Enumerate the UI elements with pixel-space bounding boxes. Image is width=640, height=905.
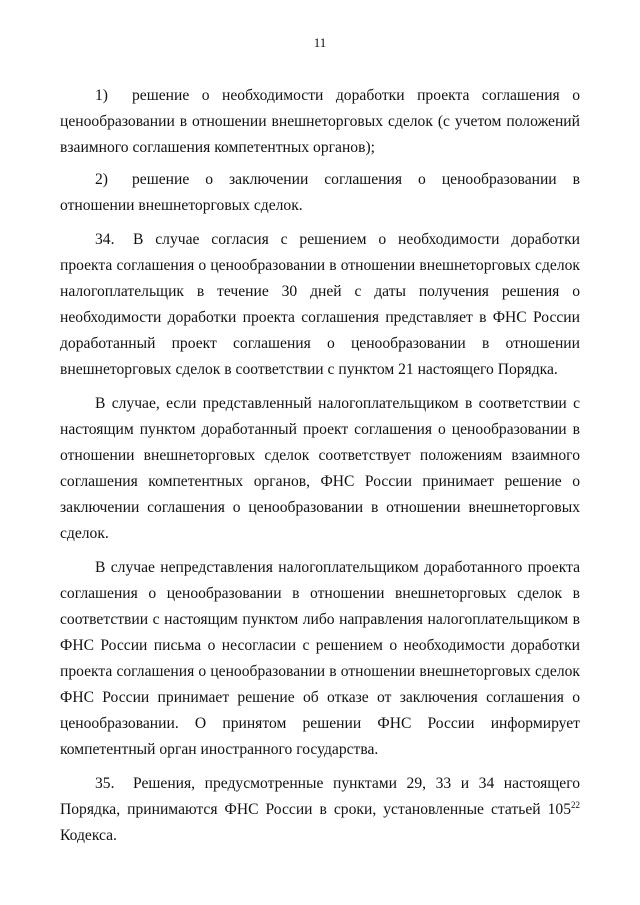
list-item-number: 1) bbox=[95, 87, 108, 104]
document-body bbox=[60, 83, 580, 849]
paragraph-number: 35. bbox=[95, 775, 115, 792]
list-item-1 bbox=[60, 83, 580, 161]
list-item-text: решение о заключении соглашения о ценообразовании в отношении внешнеторговых сделок. bbox=[60, 171, 580, 214]
paragraph-34-part-3: В случае непредставления налогоплательщиком доработанного проекта соглашения о ценообразовании в отношении внешнеторговых сделок в соответствии с настоящим пунктом либо направления налогоплательщиком в ФНС России письма о несогласии с решением о необходимости доработки проекта соглашения о ценообразовании в отношении внешнеторговых сделок ФНС России принимает решение об отказе от заключения соглашения о ценообразовании. О принятом решении ФНС России информирует компетентный орган иностранного государства. bbox=[60, 559, 580, 758]
paragraph-text: В случае согласия с решением о необходимости доработки проекта соглашения о ценообразовании в отношении внешнеторговых сделок налогоплательщик в течение 30 дней с даты получения решения о необходимости доработки проекта соглашения представляет в ФНС России доработанный проект соглашения о ценообразовании в отношении внешнеторговых сделок в соответствии с пунктом 21 настоящего Порядка. bbox=[60, 231, 580, 378]
paragraph-tail: Кодекса. bbox=[60, 827, 117, 844]
list-item-number: 2) bbox=[95, 171, 108, 188]
paragraph-35 bbox=[60, 771, 580, 849]
paragraph-number: 34. bbox=[95, 231, 115, 248]
paragraph-text: Решения, предусмотренные пунктами 29, 33 и 34 настоящего Порядка, принимаются ФНС России в сроки, установленные статьей 105 bbox=[60, 775, 580, 818]
article-superscript: 22 bbox=[571, 800, 580, 810]
list-item-2 bbox=[60, 167, 580, 219]
page-number: 11 bbox=[313, 35, 327, 50]
paragraph-34 bbox=[60, 227, 580, 383]
list-item-text: решение о необходимости доработки проекта соглашения о ценообразовании в отношении внешнеторговых сделок (с учетом положений взаимного соглашения компетентных органов); bbox=[60, 87, 580, 156]
paragraph-34-part-2: В случае, если представленный налогоплательщиком в соответствии с настоящим пунктом доработанный проект соглашения о ценообразовании в отношении внешнеторговых сделок соответствует положениям взаимного соглашения компетентных органов, ФНС России принимает решение о заключении соглашения о ценообразовании в отношении внешнеторговых сделок. bbox=[60, 395, 580, 542]
